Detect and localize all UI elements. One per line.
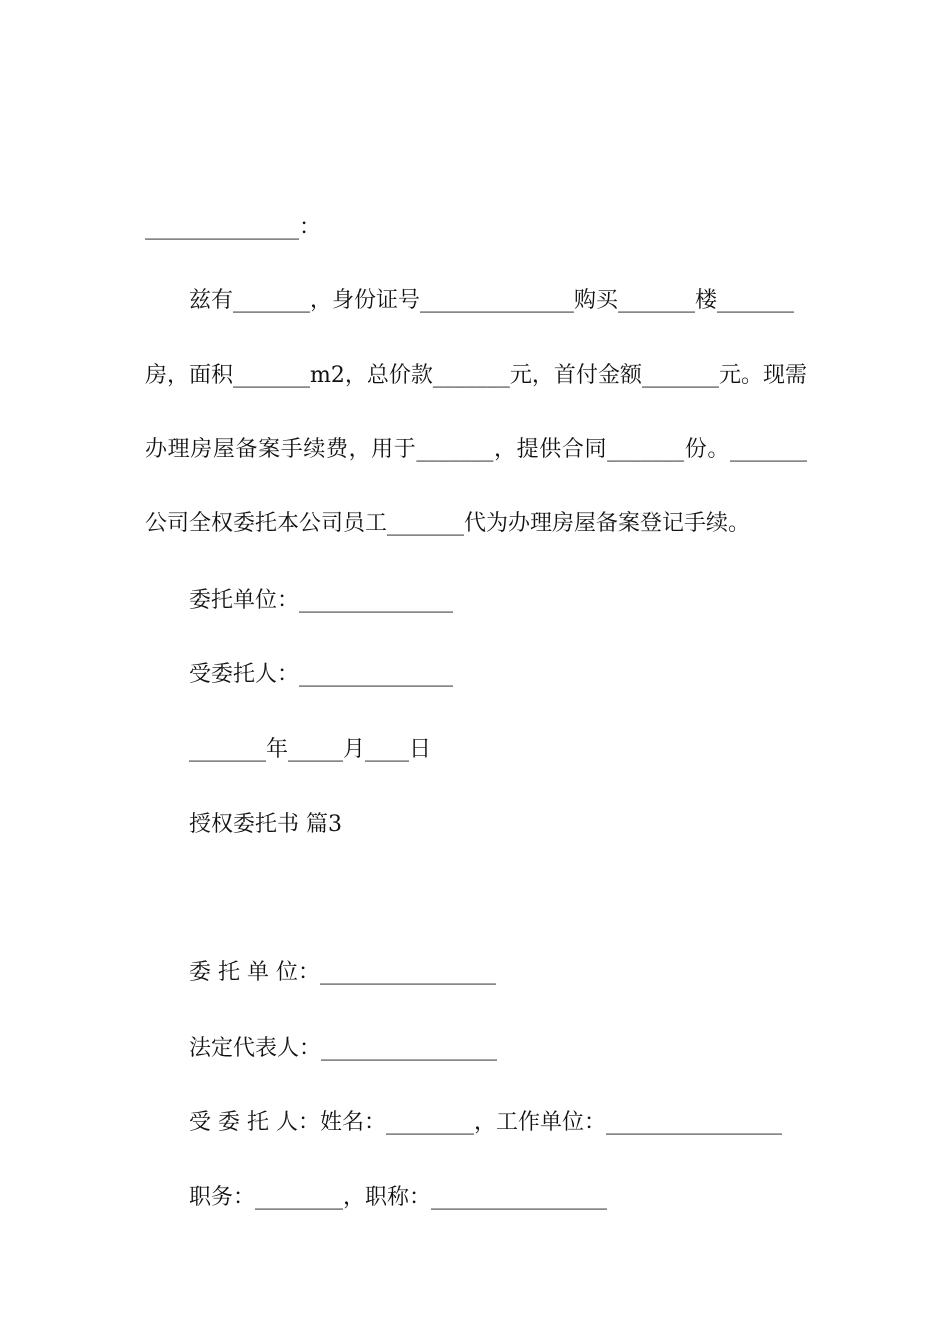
body-paragraph-line-1: 兹有_______，身份证号______________购买_______楼_______ [189, 288, 795, 313]
body-paragraph-line-2: 房，面积_______m2，总价款_______元，首付金额_______元。现需 [145, 363, 807, 388]
addressee-line: ______________： [145, 215, 322, 240]
trustee-field: 受委托人：______________ [189, 662, 454, 687]
date-field: _______年_____月____日 [189, 737, 432, 762]
trustee-details-field: 受 委 托 人：姓名：________，工作单位：________________ [189, 1110, 782, 1135]
legal-representative-field: 法定代表人：________________ [189, 1036, 498, 1061]
position-title-field: 职务：________，职称：________________ [189, 1185, 608, 1210]
section-title: 授权委托书 篇3 [189, 812, 342, 837]
body-paragraph-line-4: 公司全权委托本公司员工_______代为办理房屋备案登记手续。 [145, 511, 751, 536]
body-paragraph-line-3: 办理房屋备案手续费，用于_______，提供合同_______份。_______ [145, 437, 807, 462]
entrusting-unit-field: 委托单位：______________ [189, 588, 454, 613]
entrusting-unit-field-2: 委 托 单 位：________________ [189, 960, 496, 985]
